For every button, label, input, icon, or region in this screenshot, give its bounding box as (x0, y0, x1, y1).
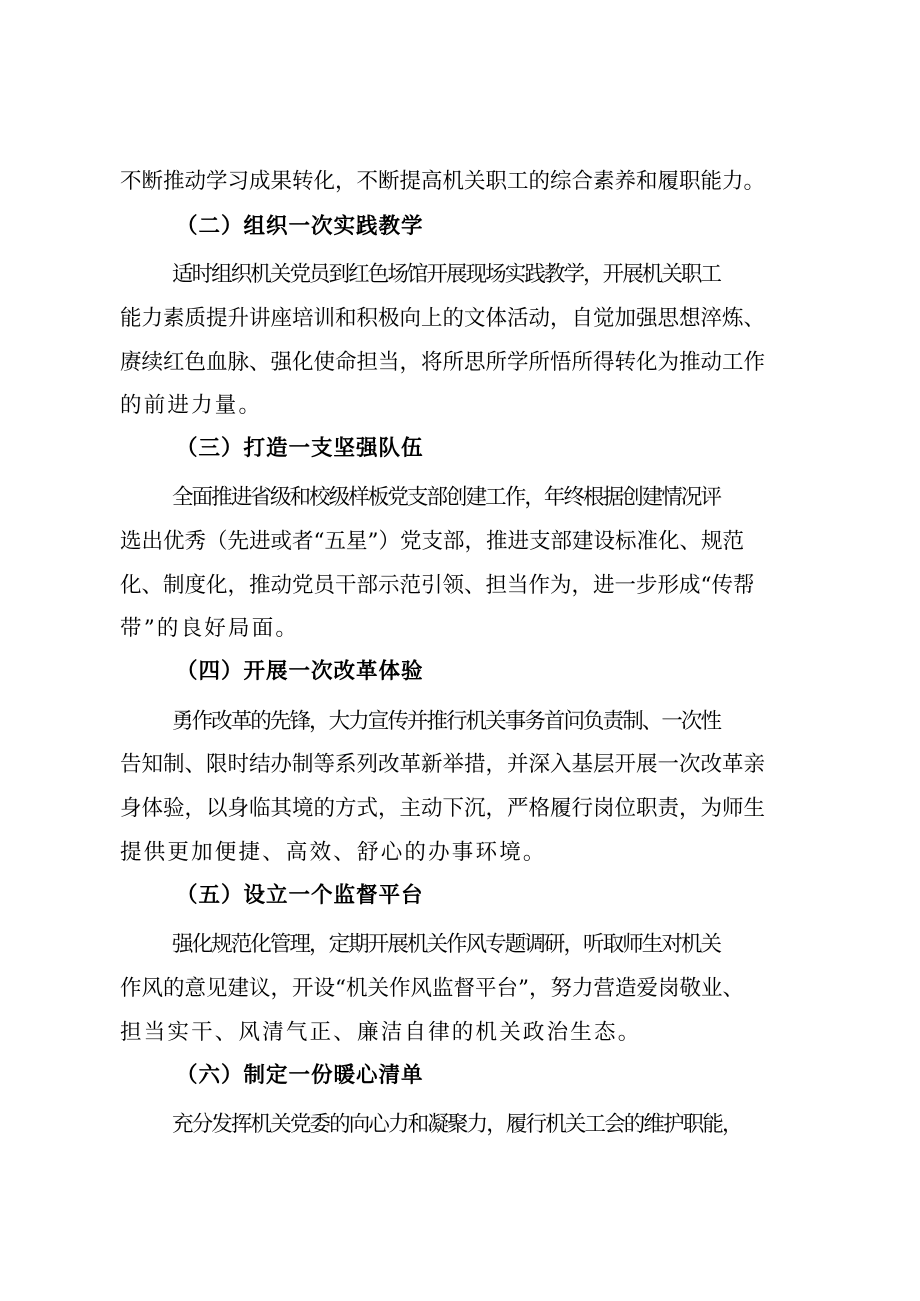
section-heading: （二）组织一次实践教学 (176, 214, 424, 239)
paragraph-line: 强化规范化管理，定期开展机关作风专题调研，听取师生对机关 (172, 932, 721, 957)
section-heading: （五）设立一个监督平台 (176, 883, 424, 908)
paragraph-line: 作风的意见建议，开设“机关作风监督平台”，努力营造爱岗敬业、 (120, 976, 744, 1001)
paragraph-line: 选出优秀（先进或者“五星”）党支部，推进支部建设标准化、规范 (120, 529, 744, 554)
paragraph-line: 的前进力量。 (120, 393, 263, 418)
paragraph-line: 全面推进省级和校级样板党支部创建工作，年终根据创建情况评 (172, 485, 721, 510)
paragraph-line: 化、制度化，推动党员干部示范引领、担当作为，进一步形成“传帮 (120, 573, 755, 598)
section-heading: （四）开展一次改革体验 (176, 659, 424, 684)
paragraph-line: 担当实干、风清气正、廉洁自律的机关政治生态。 (120, 1020, 642, 1045)
paragraph-line: 身体验，以身临其境的方式，主动下沉，严格履行岗位职责，为师生 (120, 796, 766, 821)
paragraph-line: 适时组织机关党员到红色场馆开展现场实践教学，开展机关职工 (172, 262, 721, 287)
paragraph-line: 提供更加便捷、高效、舒心的办事环境。 (120, 840, 547, 865)
paragraph-line: 告知制、限时结办制等系列改革新举措，并深入基层开展一次改革亲 (120, 752, 766, 777)
paragraph-line: 充分发挥机关党委的向心力和凝聚力，履行机关工会的维护职能， (172, 1112, 742, 1137)
paragraph-line: 赓续红色血脉、强化使命担当，将所思所学所悟所得转化为推动工作 (120, 350, 766, 375)
paragraph-line: 带”的良好局面。 (120, 616, 300, 641)
paragraph-line: 不断推动学习成果转化，不断提高机关职工的综合素养和履职能力。 (120, 169, 766, 194)
paragraph-line: 能力素质提升讲座培训和积极向上的文体活动，自觉加强思想淬炼、 (120, 306, 766, 331)
paragraph-line: 勇作改革的先锋，大力宣传并推行机关事务首问负责制、一次性 (172, 709, 721, 734)
section-heading: （三）打造一支坚强队伍 (176, 436, 424, 461)
section-heading: （六）制定一份暖心清单 (176, 1063, 424, 1088)
